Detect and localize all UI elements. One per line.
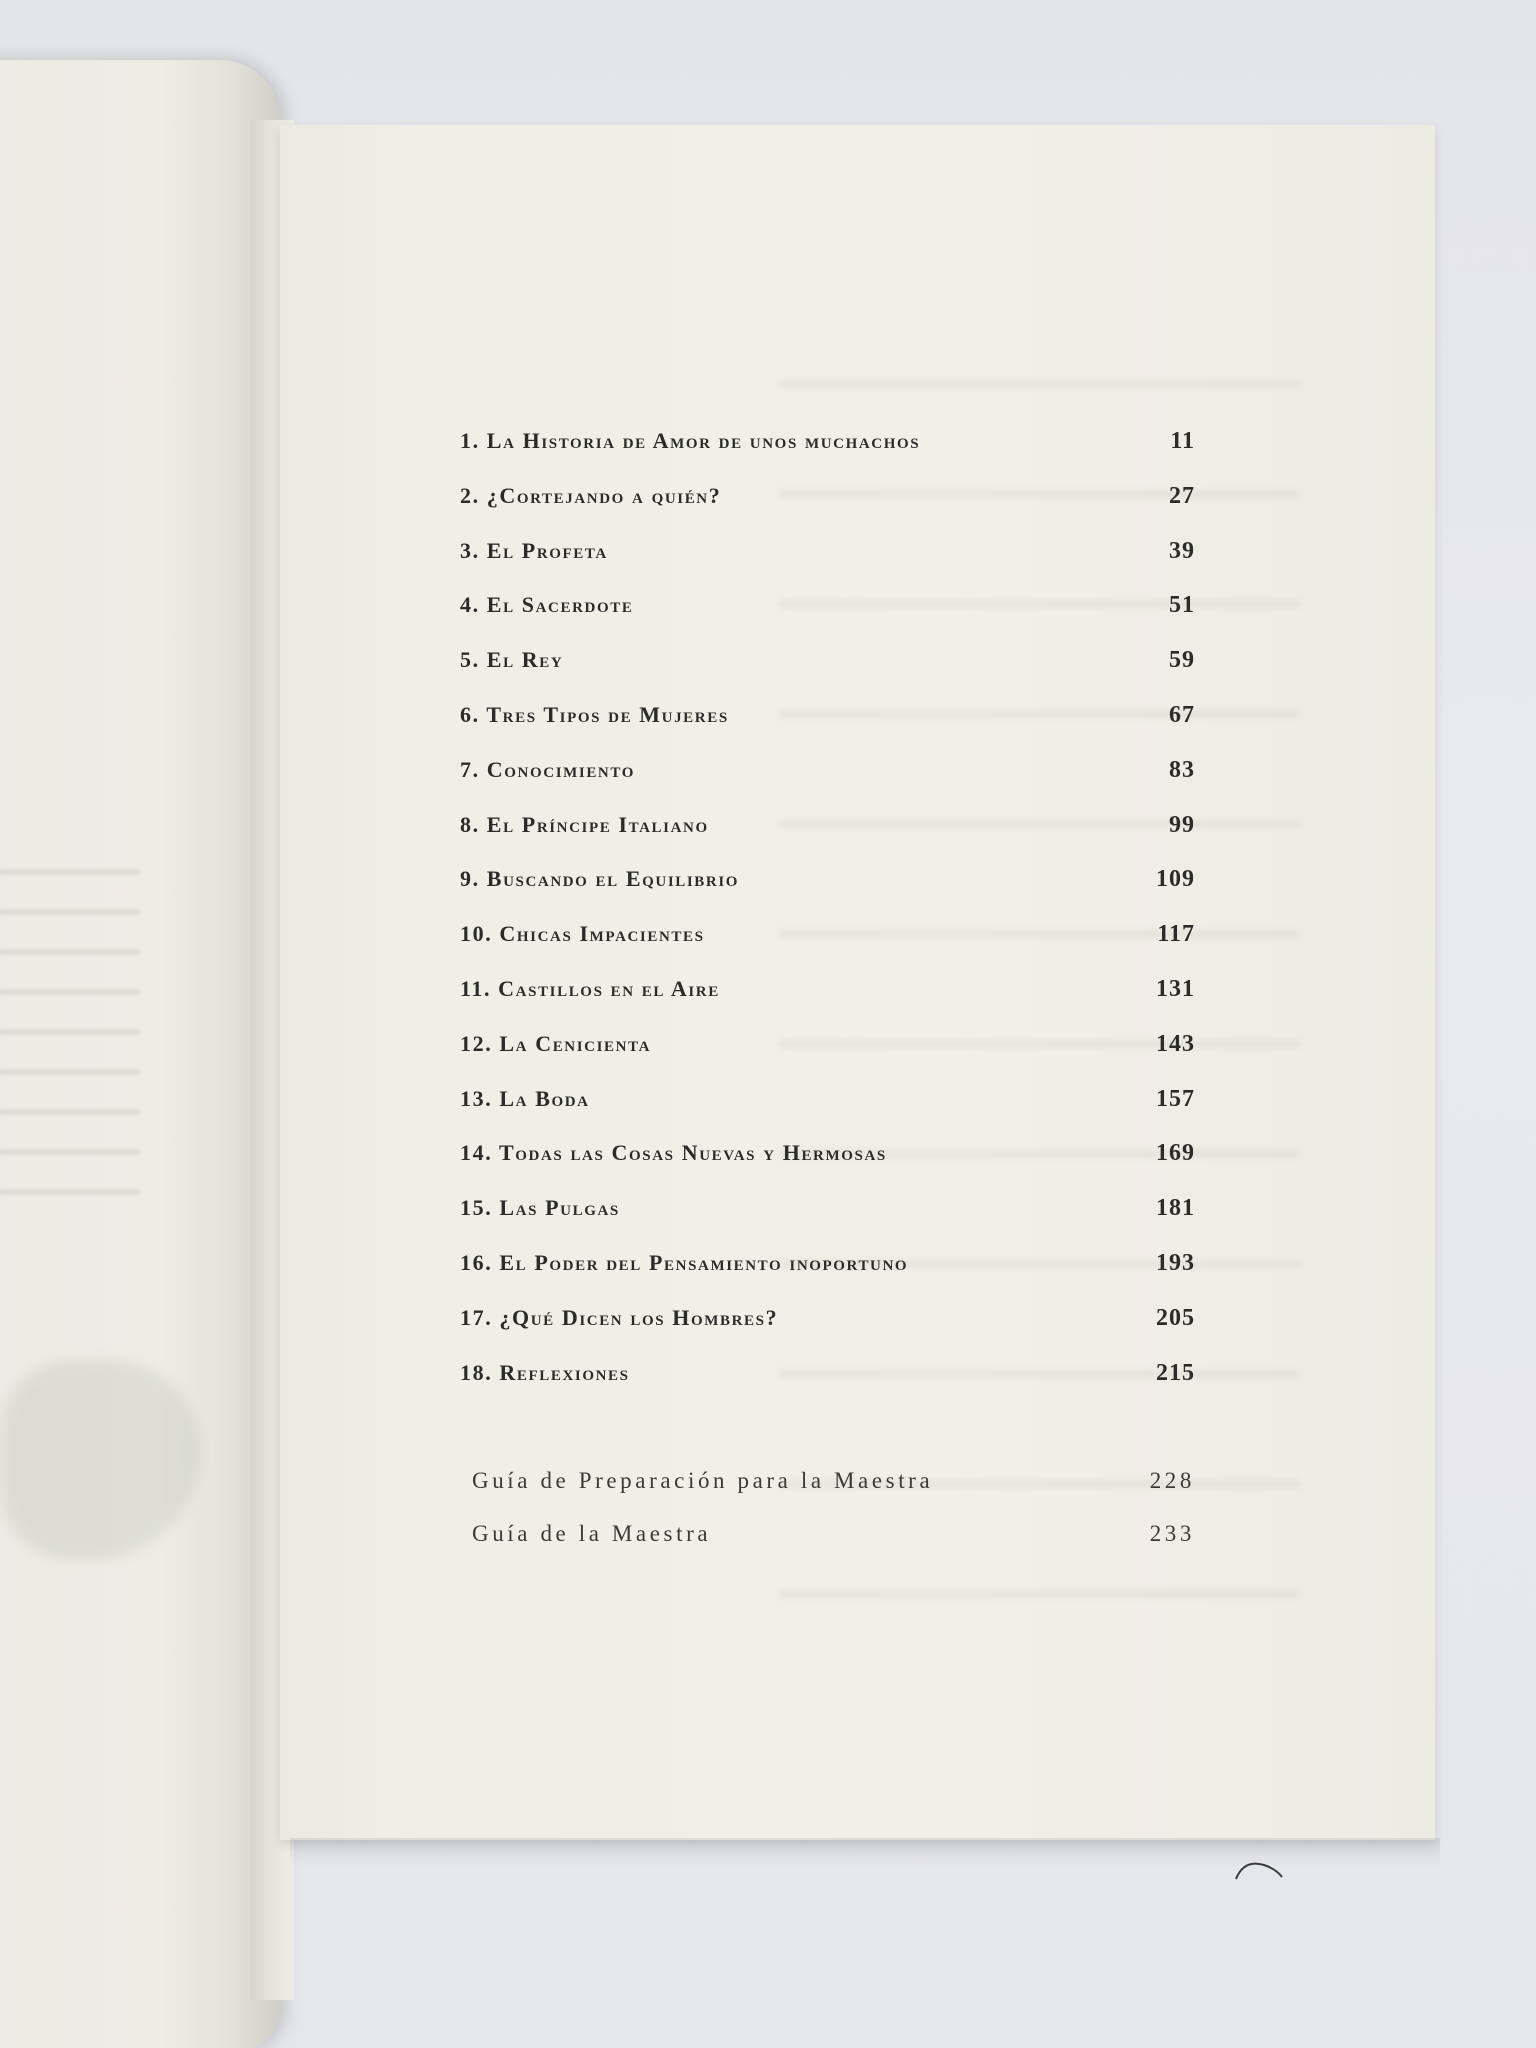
toc-entry-title: 1. La Historia de Amor de unos muchachos xyxy=(460,428,921,453)
toc-entry-page: 169 xyxy=(1156,1140,1195,1167)
toc-entry xyxy=(460,976,1195,1031)
toc-entry xyxy=(460,702,1195,757)
toc-entry xyxy=(460,1031,1195,1086)
toc-entry-title: 15. Las Pulgas xyxy=(460,1195,620,1221)
toc-entry-page: 181 xyxy=(1156,1195,1195,1222)
toc-entry-page: 51 xyxy=(1169,592,1195,619)
toc-entry xyxy=(460,428,1195,483)
toc-entry-title: 2. ¿Cortejando a quién? xyxy=(460,482,722,508)
toc-entry-page: 67 xyxy=(1169,701,1195,728)
guide-entry xyxy=(472,1521,1195,1574)
toc-entry xyxy=(460,1360,1195,1415)
toc-entry xyxy=(460,921,1195,976)
guide-entry-page: 228 xyxy=(1149,1468,1195,1493)
toc-entry-title: 14. Todas las Cosas Nuevas y Hermosas xyxy=(460,1140,887,1166)
toc-entry xyxy=(460,483,1195,538)
toc-entry-title: 12. La Cenicienta xyxy=(460,1030,652,1056)
toc-entry-page: 117 xyxy=(1157,921,1195,948)
toc-entry xyxy=(460,1086,1195,1141)
toc-entry xyxy=(460,757,1195,812)
toc-entry-page: 157 xyxy=(1156,1085,1195,1112)
guide-entry-page: 233 xyxy=(1149,1521,1195,1546)
toc-entry-page: 193 xyxy=(1156,1249,1195,1276)
table-of-contents xyxy=(460,428,1195,1414)
pencil-mark xyxy=(1230,1855,1290,1885)
toc-entry-page: 99 xyxy=(1169,811,1195,838)
toc-entry-page: 59 xyxy=(1169,647,1195,674)
toc-entry-title: 6. Tres Tipos de Mujeres xyxy=(460,701,729,727)
toc-entry-page: 215 xyxy=(1156,1359,1195,1386)
toc-entry xyxy=(460,592,1195,647)
toc-entry-page: 131 xyxy=(1156,975,1195,1002)
toc-entry-title: 10. Chicas Impacientes xyxy=(460,921,705,947)
toc-entry xyxy=(460,1305,1195,1360)
toc-entry-page: 27 xyxy=(1169,482,1195,509)
left-page-bleed-through-image xyxy=(0,1360,200,1560)
toc-entry-page: 205 xyxy=(1156,1304,1195,1331)
toc-entry-page: 143 xyxy=(1156,1030,1195,1057)
left-page xyxy=(0,60,280,2048)
toc-entry-title: 16. El Poder del Pensamiento inoportuno xyxy=(460,1249,909,1275)
toc-entry xyxy=(460,538,1195,593)
toc-entry-title: 7. Conocimiento xyxy=(460,756,635,782)
toc-entry-page: 39 xyxy=(1169,537,1195,564)
toc-entry-title: 3. El Profeta xyxy=(460,537,608,563)
toc-entry-title: 18. Reflexiones xyxy=(460,1359,630,1385)
toc-entry-page: 83 xyxy=(1169,756,1195,783)
guide-entry-title: Guía de la Maestra xyxy=(472,1521,712,1546)
toc-guides xyxy=(472,1468,1195,1574)
toc-entry xyxy=(460,866,1195,921)
toc-entry xyxy=(460,1250,1195,1305)
toc-entry xyxy=(460,1195,1195,1250)
toc-entry-title: 8. El Príncipe Italiano xyxy=(460,811,709,837)
toc-entry-page: 109 xyxy=(1156,866,1195,893)
toc-entry xyxy=(460,1140,1195,1195)
toc-entry-title: 13. La Boda xyxy=(460,1085,590,1111)
left-page-bleed-through-text xyxy=(0,840,140,1220)
toc-entry-title: 5. El Rey xyxy=(460,647,564,673)
toc-entry xyxy=(460,647,1195,702)
toc-entry xyxy=(460,812,1195,867)
toc-entry-page: 11 xyxy=(1170,428,1195,454)
toc-entry-title: 9. Buscando el Equilibrio xyxy=(460,866,740,892)
toc-entry-title: 11. Castillos en el Aire xyxy=(460,975,720,1001)
toc-entry-title: 4. El Sacerdote xyxy=(460,592,634,618)
guide-entry-title: Guía de Preparación para la Maestra xyxy=(472,1468,934,1493)
toc-entry-title: 17. ¿Qué Dicen los Hombres? xyxy=(460,1304,779,1330)
guide-entry xyxy=(472,1468,1195,1521)
